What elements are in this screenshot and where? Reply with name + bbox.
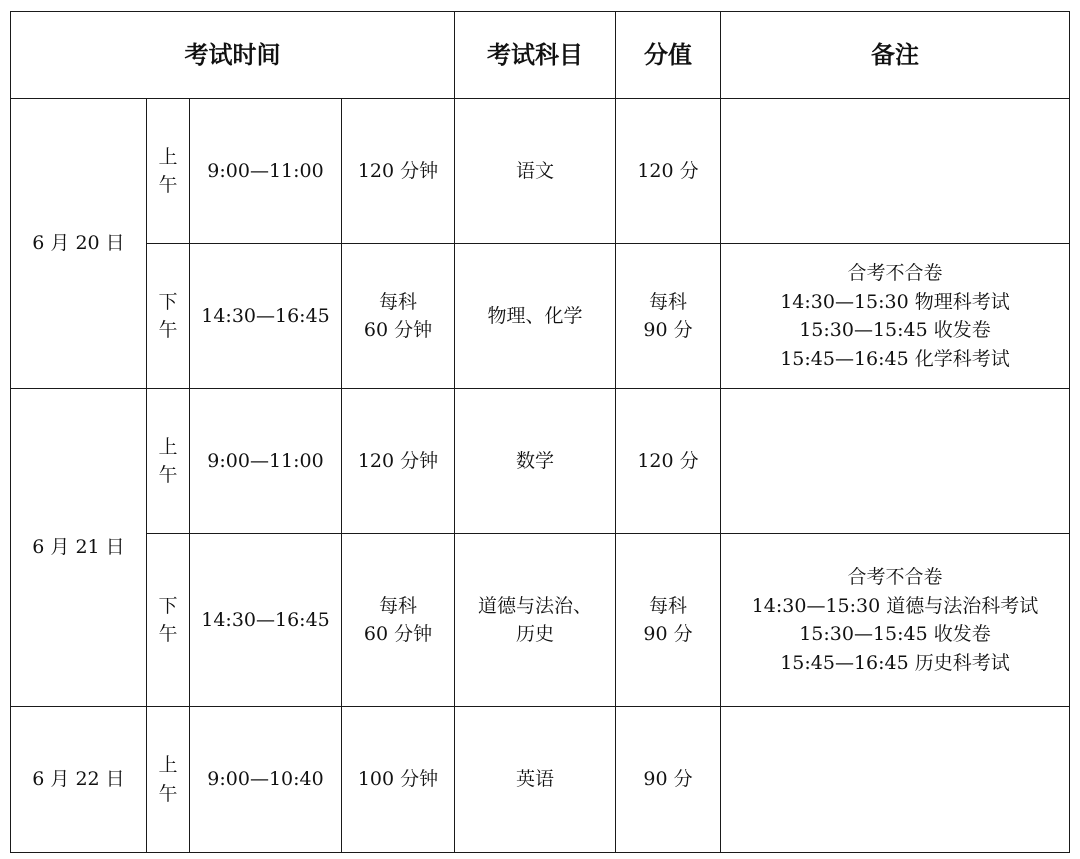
note-line: 合考不合卷 — [847, 262, 943, 284]
subject-cell: 物理、化学 — [455, 244, 616, 389]
notes-cell — [721, 389, 1070, 534]
time-range-cell: 9:00—11:00 — [190, 389, 342, 534]
header-notes: 备注 — [721, 12, 1070, 99]
date-cell: 6 月 21 日 — [11, 389, 147, 707]
time-range-cell: 14:30—16:45 — [190, 244, 342, 389]
note-line: 15:45—16:45 历史科考试 — [780, 651, 1010, 674]
period-cell: 下 午 — [147, 244, 190, 389]
period-cell: 上 午 — [147, 707, 190, 853]
period-cell: 上 午 — [147, 389, 190, 534]
header-score: 分值 — [616, 12, 721, 99]
duration-cell: 120 分钟 — [342, 389, 455, 534]
note-line: 15:30—15:45 收发卷 — [799, 623, 991, 645]
table-row — [11, 707, 1070, 853]
table-row — [11, 389, 1070, 534]
duration-cell: 120 分钟 — [342, 99, 455, 244]
subject-cell: 数学 — [455, 389, 616, 534]
duration-cell: 100 分钟 — [342, 707, 455, 853]
header-exam-time: 考试时间 — [11, 12, 455, 99]
period-cell: 下 午 — [147, 534, 190, 707]
table-row — [11, 534, 1070, 707]
table-row — [11, 99, 1070, 244]
score-cell: 120 分 — [616, 389, 721, 534]
date-cell: 6 月 22 日 — [11, 707, 147, 853]
notes-cell — [721, 534, 1070, 707]
score-cell: 120 分 — [616, 99, 721, 244]
duration-cell: 每科 60 分钟 — [342, 534, 455, 707]
subject-cell: 英语 — [455, 707, 616, 853]
score-cell: 90 分 — [616, 707, 721, 853]
period-cell: 上 午 — [147, 99, 190, 244]
score-cell: 每科 90 分 — [616, 244, 721, 389]
notes-cell — [721, 99, 1070, 244]
note-line: 14:30—15:30 物理科考试 — [780, 290, 1010, 313]
time-range-cell: 9:00—11:00 — [190, 99, 342, 244]
table-row — [11, 244, 1070, 389]
notes-cell — [721, 707, 1070, 853]
note-line: 合考不合卷 — [847, 566, 943, 588]
header-row — [11, 12, 1070, 99]
score-cell: 每科 90 分 — [616, 534, 721, 707]
note-line: 15:45—16:45 化学科考试 — [780, 347, 1010, 370]
date-cell: 6 月 20 日 — [11, 99, 147, 389]
subject-cell: 道德与法治、 历史 — [455, 534, 616, 707]
exam-schedule-table — [10, 11, 1070, 853]
note-line: 14:30—15:30 道德与法治科考试 — [751, 594, 1039, 617]
time-range-cell: 9:00—10:40 — [190, 707, 342, 853]
notes-cell — [721, 244, 1070, 389]
subject-cell: 语文 — [455, 99, 616, 244]
duration-cell: 每科 60 分钟 — [342, 244, 455, 389]
note-line: 15:30—15:45 收发卷 — [799, 319, 991, 341]
header-subject: 考试科目 — [455, 12, 616, 99]
time-range-cell: 14:30—16:45 — [190, 534, 342, 707]
